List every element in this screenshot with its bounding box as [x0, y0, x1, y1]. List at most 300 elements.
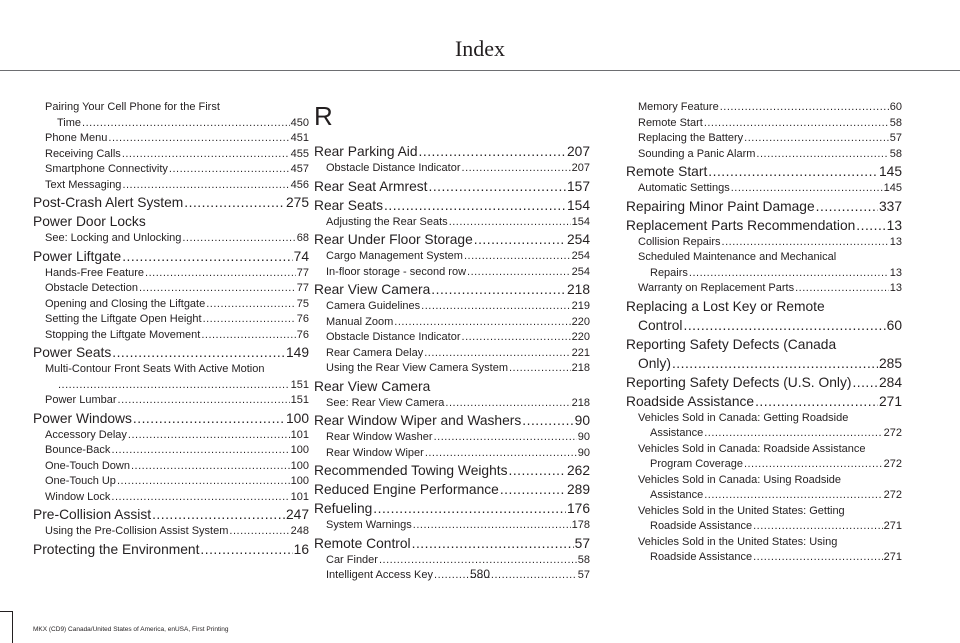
leader-dots	[753, 519, 883, 535]
entry-label: Using the Rear View Camera System	[326, 362, 508, 374]
entry-page: 154	[571, 215, 590, 228]
entry-page: 77	[296, 266, 309, 279]
entry-page: 75	[296, 297, 309, 310]
entry-label: Replacement Parts Recommendation	[626, 217, 856, 233]
entry-page: 100	[285, 410, 309, 426]
index-subentry: Scheduled Maintenance and Mechanical	[638, 251, 837, 263]
entry-label: Manual Zoom	[326, 315, 394, 328]
entry-continuation	[33, 116, 309, 132]
leader-dots	[206, 297, 296, 313]
leader-dots	[672, 354, 878, 373]
entry-page: 58	[577, 553, 590, 566]
entry-label: Protecting the Environment	[33, 541, 200, 557]
leader-dots	[816, 197, 878, 216]
index-subentry	[314, 265, 590, 281]
entry-label: Refueling	[314, 501, 373, 516]
index-heading	[626, 216, 902, 235]
index-subentry	[33, 281, 309, 297]
index-subentry	[314, 299, 590, 315]
entry-page: 247	[285, 507, 309, 522]
leader-dots	[708, 162, 878, 181]
entry-page: 13	[886, 217, 902, 233]
entry-page: 57	[577, 569, 590, 581]
index-heading	[33, 505, 309, 524]
entry-continuation	[626, 266, 902, 282]
index-heading	[626, 162, 902, 181]
entry-page: 90	[577, 431, 590, 443]
entry-label: Smartphone Connectivity	[45, 163, 168, 175]
index-subentry: Vehicles Sold in Canada: Using Roadside	[638, 473, 842, 486]
entry-page: 262	[566, 463, 590, 478]
entry-label: One-Touch Up	[45, 475, 116, 487]
entry-page: 76	[296, 328, 309, 341]
entry-label: Remote Control	[314, 535, 411, 551]
leader-dots	[464, 249, 571, 265]
index-heading	[314, 177, 590, 196]
entry-label: Rear Camera Delay	[326, 346, 424, 359]
entry-label: Assistance	[650, 427, 704, 439]
leader-dots	[474, 230, 566, 249]
entry-page: 176	[566, 501, 590, 516]
leader-dots	[795, 281, 889, 297]
index-heading	[33, 212, 309, 231]
leader-dots	[379, 553, 577, 569]
entry-label: Repairs	[650, 266, 688, 279]
leader-dots	[419, 142, 566, 161]
index-subentry	[33, 131, 309, 147]
leader-dots	[122, 178, 289, 194]
entry-page: 271	[883, 551, 902, 563]
entry-label: See: Rear View Camera	[326, 396, 445, 409]
entry-label: Power Liftgate	[33, 248, 122, 264]
leader-dots	[373, 499, 566, 518]
entry-page: 254	[571, 265, 590, 278]
index-subentry	[626, 181, 902, 197]
entry-label: Power Seats	[33, 345, 112, 360]
entry-page: 100	[290, 459, 309, 472]
entry-label: Program Coverage	[650, 458, 743, 470]
leader-dots	[169, 162, 290, 178]
entry-label: Intelligent Access Key	[326, 569, 434, 581]
leader-dots	[122, 247, 292, 266]
index-subentry	[314, 518, 590, 534]
entry-page: 450	[290, 116, 309, 129]
index-heading	[314, 480, 590, 499]
entry-page: 101	[290, 428, 309, 441]
entry-label: Pre-Collision Assist	[33, 507, 152, 522]
entry-page: 151	[290, 394, 309, 406]
entry-page: 219	[571, 300, 590, 312]
entry-page: 457	[290, 163, 309, 175]
index-subentry: Vehicles Sold in Canada: Getting Roadside	[638, 411, 849, 424]
entry-page: 100	[290, 475, 309, 487]
entry-label: Stopping the Liftgate Movement	[45, 328, 201, 341]
entry-label: One-Touch Down	[45, 459, 130, 472]
index-heading	[33, 540, 309, 559]
entry-label: Remote Start	[626, 164, 708, 179]
entry-label: Window Lock	[45, 490, 111, 503]
leader-dots	[118, 393, 290, 409]
leader-dots	[425, 446, 577, 462]
crop-mark	[12, 611, 13, 643]
entry-page: 284	[878, 374, 902, 390]
leader-dots	[145, 266, 296, 282]
leader-dots	[108, 131, 289, 147]
leader-dots	[722, 235, 889, 251]
leader-dots	[128, 428, 290, 444]
entry-label: Warranty on Replacement Parts	[638, 282, 795, 294]
entry-label: Roadside Assistance	[650, 520, 753, 532]
index-heading	[314, 534, 590, 553]
entry-continuation	[33, 378, 309, 394]
leader-dots	[111, 490, 289, 506]
leader-dots	[131, 459, 290, 475]
index-heading	[314, 196, 590, 215]
index-subentry	[314, 553, 590, 569]
section-letter: R	[314, 101, 333, 131]
entry-label: Sounding a Panic Alarm	[638, 147, 756, 160]
leader-dots	[704, 116, 889, 132]
leader-dots	[434, 430, 577, 446]
entry-page: 68	[296, 232, 309, 244]
entry-label: Power Windows	[33, 410, 132, 426]
leader-dots	[394, 315, 570, 331]
entry-label: Obstacle Distance Indicator	[326, 331, 461, 343]
entry-label: Phone Menu	[45, 132, 108, 144]
leader-dots	[229, 524, 289, 540]
entry-page: 451	[290, 132, 309, 144]
index-heading	[33, 247, 309, 266]
entry-page: 289	[566, 482, 590, 497]
entry-page: 57	[889, 132, 902, 144]
entry-label: Collision Repairs	[638, 235, 721, 248]
entry-label: Opening and Closing the Liftgate	[45, 297, 206, 310]
index-subentry	[314, 396, 590, 412]
index-heading: Replacing a Lost Key or Remote	[626, 298, 825, 314]
entry-continuation	[626, 519, 902, 535]
leader-dots	[421, 299, 570, 315]
entry-page: 145	[878, 164, 902, 179]
entry-label: Roadside Assistance	[650, 551, 753, 563]
entry-label: Rear Under Floor Storage	[314, 232, 473, 247]
index-subentry	[33, 162, 309, 178]
leader-dots	[445, 396, 570, 412]
entry-label: Rear View Camera	[314, 378, 431, 394]
entry-page: 101	[290, 490, 309, 503]
leader-dots	[755, 392, 878, 411]
entry-page: 218	[571, 396, 590, 409]
entry-page: 60	[886, 317, 902, 333]
leader-dots	[203, 312, 296, 328]
index-subentry	[314, 330, 590, 346]
entry-label: Control	[638, 317, 683, 333]
entry-label: Obstacle Detection	[45, 282, 138, 294]
entry-page: 13	[889, 282, 902, 294]
entry-label: Assistance	[650, 489, 704, 501]
leader-dots	[852, 373, 878, 392]
entry-label: Rear Window Wiper and Washers	[314, 413, 522, 428]
entry-page: 16	[293, 541, 309, 557]
entry-label: Only)	[638, 355, 671, 371]
index-subentry	[626, 131, 902, 147]
index-column-left	[33, 100, 309, 559]
leader-dots	[462, 330, 571, 346]
index-heading	[314, 499, 590, 518]
leader-dots	[704, 426, 882, 442]
index-subentry	[314, 361, 590, 377]
leader-dots	[58, 378, 290, 394]
leader-dots	[122, 147, 290, 163]
index-subentry	[314, 430, 590, 446]
index-subentry	[33, 459, 309, 475]
index-heading: Reporting Safety Defects (Canada	[626, 336, 837, 352]
index-heading	[626, 197, 902, 216]
entry-label: Roadside Assistance	[626, 393, 755, 409]
header-divider	[0, 70, 960, 71]
index-subentry	[626, 147, 902, 163]
entry-label: Post-Crash Alert System	[33, 195, 184, 210]
index-subentry	[33, 524, 309, 540]
leader-dots	[431, 280, 566, 299]
entry-page: 271	[883, 520, 902, 532]
index-heading	[33, 343, 309, 362]
entry-page: 57	[574, 535, 590, 551]
leader-dots	[744, 131, 889, 147]
entry-page: 58	[889, 147, 902, 160]
index-column-right	[626, 100, 902, 566]
entry-label: Recommended Towing Weights	[314, 463, 508, 478]
entry-continuation	[626, 457, 902, 473]
entry-page: 220	[571, 331, 590, 343]
leader-dots	[449, 215, 571, 231]
entry-page: 218	[566, 282, 590, 297]
index-subentry	[33, 297, 309, 313]
entry-page: 220	[571, 315, 590, 328]
entry-label: Rear Window Wiper	[326, 446, 424, 459]
entry-page: 285	[878, 355, 902, 371]
entry-page: 221	[571, 346, 590, 359]
entry-page: 178	[571, 519, 590, 531]
entry-page: 77	[296, 282, 309, 294]
entry-page: 218	[571, 362, 590, 374]
entry-page: 337	[878, 198, 902, 214]
index-subentry	[626, 235, 902, 251]
entry-page: 90	[574, 413, 590, 428]
entry-continuation	[626, 316, 902, 335]
entry-page: 58	[889, 116, 902, 129]
leader-dots	[133, 409, 285, 428]
entry-continuation	[626, 426, 902, 442]
leader-dots	[200, 540, 292, 559]
leader-dots	[152, 505, 285, 524]
print-info: MKX (CD9) Canada/United States of America, enUSA, First Printing	[33, 626, 229, 633]
leader-dots	[744, 457, 883, 473]
entry-continuation	[626, 550, 902, 566]
index-subentry: Pairing Your Cell Phone for the First	[45, 101, 220, 113]
entry-label: Rear Window Washer	[326, 431, 433, 443]
leader-dots	[689, 266, 889, 282]
leader-dots	[467, 265, 571, 281]
index-subentry	[314, 161, 590, 177]
entry-page: 100	[290, 444, 309, 456]
crop-mark	[0, 611, 12, 612]
entry-page: 13	[889, 266, 902, 279]
leader-dots	[412, 534, 574, 553]
index-subentry: Vehicles Sold in the United States: Using	[638, 535, 838, 548]
entry-label: Rear Parking Aid	[314, 144, 418, 159]
entry-label: Receiving Calls	[45, 147, 121, 160]
entry-label: Setting the Liftgate Open Height	[45, 313, 202, 325]
leader-dots	[522, 411, 573, 430]
index-heading	[314, 411, 590, 430]
index-subentry	[314, 315, 590, 331]
entry-label: Power Door Locks	[33, 214, 146, 229]
entry-page: 13	[889, 235, 902, 248]
entry-page: 149	[285, 345, 309, 360]
leader-dots	[424, 346, 570, 362]
leader-dots	[201, 328, 295, 344]
leader-dots	[509, 361, 571, 377]
index-subentry: Vehicles Sold in the United States: Getting	[638, 504, 845, 517]
entry-label: Cargo Management System	[326, 250, 463, 262]
entry-label: In-floor storage - second row	[326, 265, 467, 278]
entry-page: 76	[296, 313, 309, 325]
entry-label: Reduced Engine Performance	[314, 482, 499, 497]
index-subentry	[33, 312, 309, 328]
index-heading	[314, 142, 590, 161]
entry-label: Camera Guidelines	[326, 300, 421, 312]
index-column-middle	[314, 100, 590, 584]
entry-page: 145	[883, 182, 902, 194]
entry-page: 272	[883, 489, 902, 501]
entry-label: Car Finder	[326, 553, 378, 566]
leader-dots	[704, 488, 882, 504]
entry-page: 254	[566, 232, 590, 247]
entry-page: 207	[566, 144, 590, 159]
entry-label: Replacing the Battery	[638, 132, 744, 144]
leader-dots	[753, 550, 883, 566]
entry-label: Adjusting the Rear Seats	[326, 215, 448, 228]
entry-page: 272	[883, 458, 902, 470]
entry-label: Text Messaging	[45, 178, 122, 191]
entry-continuation	[626, 354, 902, 373]
index-subentry	[314, 215, 590, 231]
index-heading	[314, 461, 590, 480]
index-heading	[314, 230, 590, 249]
index-subentry	[626, 281, 902, 297]
entry-label: Rear Seats	[314, 197, 384, 213]
leader-dots	[82, 116, 290, 132]
index-subentry	[33, 178, 309, 194]
entry-page: 456	[290, 178, 309, 191]
entry-label: Hands-Free Feature	[45, 266, 145, 279]
entry-page: 154	[566, 197, 590, 213]
entry-page: 275	[285, 195, 309, 210]
entry-page: 60	[889, 101, 902, 113]
index-subentry	[33, 147, 309, 163]
entry-label: Power Lumbar	[45, 394, 117, 406]
index-heading	[626, 373, 902, 392]
entry-label: Rear Seat Armrest	[314, 178, 428, 194]
index-heading	[626, 392, 902, 411]
index-subentry: Multi-Contour Front Seats With Active Motion	[45, 363, 265, 375]
index-subentry	[314, 346, 590, 362]
index-subentry	[33, 428, 309, 444]
leader-dots	[184, 193, 285, 212]
leader-dots	[112, 343, 285, 362]
entry-label: See: Locking and Unlocking	[45, 232, 182, 244]
entry-label: Rear View Camera	[314, 282, 431, 297]
index-subentry	[33, 231, 309, 247]
entry-page: 90	[577, 446, 590, 459]
leader-dots	[856, 216, 885, 235]
entry-label: Bounce-Back	[45, 444, 111, 456]
index-subentry: Vehicles Sold in Canada: Roadside Assistance	[638, 442, 866, 455]
entry-page: 271	[878, 393, 902, 409]
index-subentry	[314, 249, 590, 265]
index-subentry	[626, 116, 902, 132]
index-subentry	[33, 393, 309, 409]
entry-label: Memory Feature	[638, 101, 719, 113]
entry-page: 151	[290, 378, 309, 391]
entry-label: Repairing Minor Paint Damage	[626, 198, 815, 214]
index-heading	[314, 280, 590, 299]
index-heading	[33, 409, 309, 428]
index-subentry	[33, 474, 309, 490]
index-heading	[314, 377, 590, 396]
entry-page: 207	[571, 162, 590, 174]
entry-page: 157	[566, 178, 590, 194]
index-heading	[33, 193, 309, 212]
entry-label: Automatic Settings	[638, 182, 730, 194]
page-title: Index	[454, 36, 506, 61]
leader-dots	[182, 231, 295, 247]
entry-label: Reporting Safety Defects (U.S. Only)	[626, 374, 852, 390]
leader-dots	[462, 161, 571, 177]
leader-dots	[756, 147, 888, 163]
leader-dots	[111, 443, 289, 459]
leader-dots	[720, 100, 889, 116]
entry-page: 74	[293, 248, 309, 264]
page-number: 580	[469, 567, 491, 581]
entry-page: 455	[290, 147, 309, 160]
entry-label: Time	[57, 116, 82, 129]
index-subentry	[33, 490, 309, 506]
entry-label: Remote Start	[638, 116, 703, 129]
entry-page: 254	[571, 250, 590, 262]
entry-label: Using the Pre-Collision Assist System	[45, 525, 229, 537]
leader-dots	[384, 196, 566, 215]
entry-label: Obstacle Distance Indicator	[326, 162, 461, 174]
index-subentry	[314, 446, 590, 462]
leader-dots	[509, 461, 566, 480]
leader-dots	[428, 177, 565, 196]
entry-page: 248	[290, 525, 309, 537]
leader-dots	[500, 480, 566, 499]
entry-page: 272	[883, 427, 902, 439]
index-subentry	[626, 100, 902, 116]
leader-dots	[413, 518, 571, 534]
entry-label: System Warnings	[326, 519, 412, 531]
entry-continuation	[626, 488, 902, 504]
leader-dots	[117, 474, 290, 490]
entry-label: Accessory Delay	[45, 428, 127, 441]
index-subentry	[33, 266, 309, 282]
index-subentry	[33, 328, 309, 344]
index-subentry	[33, 443, 309, 459]
leader-dots	[683, 316, 885, 335]
leader-dots	[139, 281, 296, 297]
